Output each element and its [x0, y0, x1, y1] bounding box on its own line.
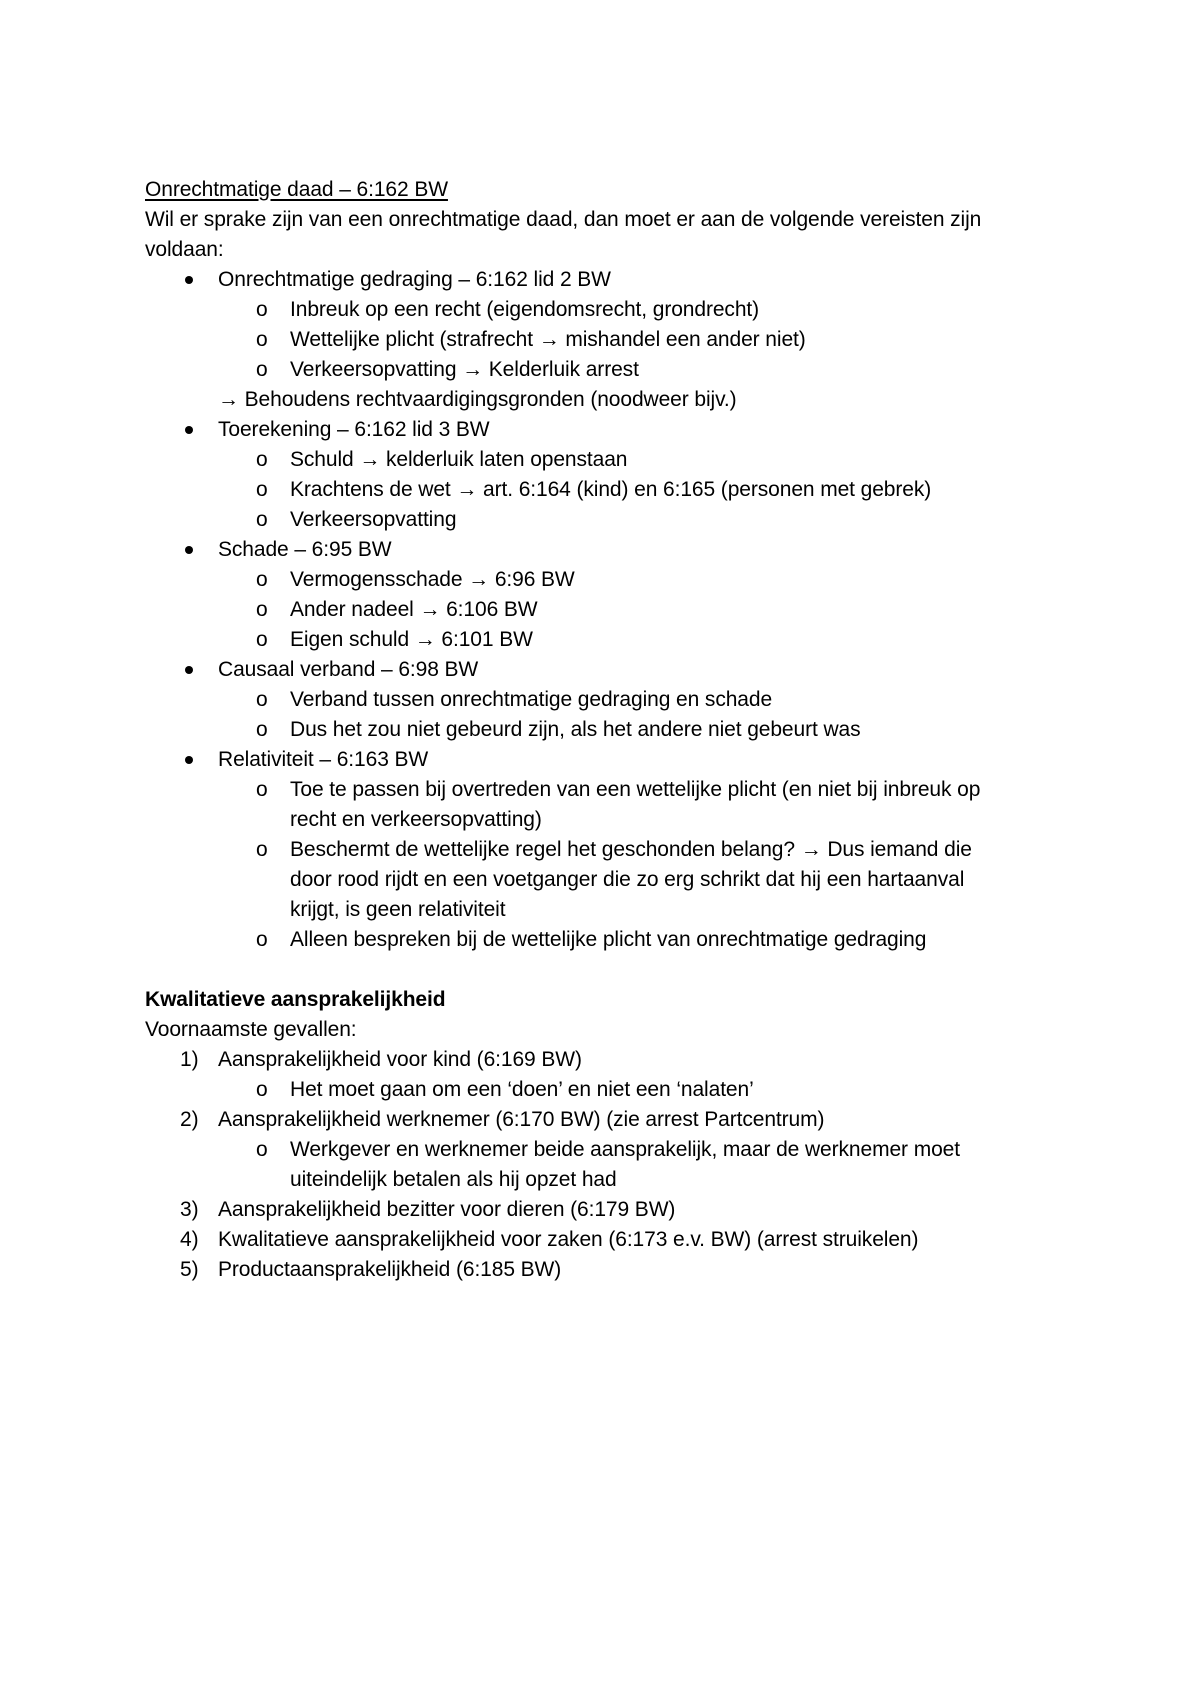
sub-item: Verkeersopvatting → Kelderluik arrest: [290, 358, 639, 381]
circle-bullet-icon: o: [256, 568, 268, 591]
circle-bullet-icon: o: [256, 778, 268, 801]
list-item-onrechtmatige-gedraging: Onrechtmatige gedraging – 6:162 lid 2 BW: [218, 268, 611, 291]
sub-item: Vermogensschade → 6:96 BW: [290, 568, 575, 591]
sub-item: Schuld → kelderluik laten openstaan: [290, 448, 628, 471]
circle-bullet-icon: o: [256, 598, 268, 621]
circle-bullet-icon: o: [256, 1138, 268, 1161]
list-number: 1): [180, 1048, 199, 1071]
section-title-onrechtmatige-daad: Onrechtmatige daad – 6:162 BW: [145, 178, 448, 201]
sub-item: Het moet gaan om een ‘doen’ en niet een ‘nalaten’: [290, 1078, 754, 1101]
sub-item: Wettelijke plicht (strafrecht → mishandel een ander niet): [290, 328, 806, 351]
list-number: 2): [180, 1108, 199, 1131]
circle-bullet-icon: o: [256, 298, 268, 321]
sub-item: Beschermt de wettelijke regel het geschonden belang? → Dus iemand die: [290, 838, 972, 861]
list-number: 3): [180, 1198, 199, 1221]
sub-item-continued: door rood rijdt en een voetganger die zo erg schrikt dat hij een hartaanval: [290, 868, 965, 891]
circle-bullet-icon: o: [256, 448, 268, 471]
sub-item: Ander nadeel → 6:106 BW: [290, 598, 538, 621]
sub-item: Inbreuk op een recht (eigendomsrecht, grondrecht): [290, 298, 760, 321]
bullet-icon: [185, 666, 193, 674]
sub-item: Eigen schuld → 6:101 BW: [290, 628, 533, 651]
circle-bullet-icon: o: [256, 478, 268, 501]
section-intro: Voornaamste gevallen:: [145, 1018, 357, 1041]
section-title-kwalitatieve-aansprakelijkheid: Kwalitatieve aansprakelijkheid: [145, 988, 446, 1011]
numbered-item: Productaansprakelijkheid (6:185 BW): [218, 1258, 562, 1281]
list-item-toerekening: Toerekening – 6:162 lid 3 BW: [218, 418, 490, 441]
circle-bullet-icon: o: [256, 628, 268, 651]
note-text: → Behoudens rechtvaardigingsgronden (noodweer bijv.): [218, 388, 737, 411]
bullet-icon: [185, 426, 193, 434]
circle-bullet-icon: o: [256, 838, 268, 861]
sub-item: Verkeersopvatting: [290, 508, 457, 531]
circle-bullet-icon: o: [256, 508, 268, 531]
sub-item: Krachtens de wet → art. 6:164 (kind) en 6:165 (personen met gebrek): [290, 478, 932, 501]
bullet-icon: [185, 756, 193, 764]
circle-bullet-icon: o: [256, 718, 268, 741]
sub-item: Verband tussen onrechtmatige gedraging en schade: [290, 688, 773, 711]
circle-bullet-icon: o: [256, 1078, 268, 1101]
sub-item: Dus het zou niet gebeurd zijn, als het andere niet gebeurt was: [290, 718, 861, 741]
circle-bullet-icon: o: [256, 328, 268, 351]
intro-text: Wil er sprake zijn van een onrechtmatige daad, dan moet er aan de volgende vereisten zijn: [145, 208, 982, 231]
bullet-icon: [185, 546, 193, 554]
list-item-causaal-verband: Causaal verband – 6:98 BW: [218, 658, 479, 681]
sub-item: Toe te passen bij overtreden van een wettelijke plicht (en niet bij inbreuk op: [290, 778, 981, 801]
list-item-relativiteit: Relativiteit – 6:163 BW: [218, 748, 429, 771]
circle-bullet-icon: o: [256, 358, 268, 381]
circle-bullet-icon: o: [256, 928, 268, 951]
bullet-icon: [185, 276, 193, 284]
sub-item: Alleen bespreken bij de wettelijke plicht van onrechtmatige gedraging: [290, 928, 927, 951]
list-item-schade: Schade – 6:95 BW: [218, 538, 392, 561]
circle-bullet-icon: o: [256, 688, 268, 711]
sub-item-continued: recht en verkeersopvatting): [290, 808, 542, 831]
list-number: 4): [180, 1228, 199, 1251]
numbered-item: Aansprakelijkheid werknemer (6:170 BW) (zie arrest Partcentrum): [218, 1108, 825, 1131]
numbered-item: Aansprakelijkheid voor kind (6:169 BW): [218, 1048, 582, 1071]
numbered-item: Aansprakelijkheid bezitter voor dieren (6:179 BW): [218, 1198, 676, 1221]
sub-item-continued: uiteindelijk betalen als hij opzet had: [290, 1168, 617, 1191]
intro-text-continued: voldaan:: [145, 238, 224, 261]
list-number: 5): [180, 1258, 199, 1281]
sub-item: Werkgever en werknemer beide aansprakelijk, maar de werknemer moet: [290, 1138, 960, 1161]
numbered-item: Kwalitatieve aansprakelijkheid voor zaken (6:173 e.v. BW) (arrest struikelen): [218, 1228, 919, 1251]
sub-item-continued: krijgt, is geen relativiteit: [290, 898, 506, 921]
